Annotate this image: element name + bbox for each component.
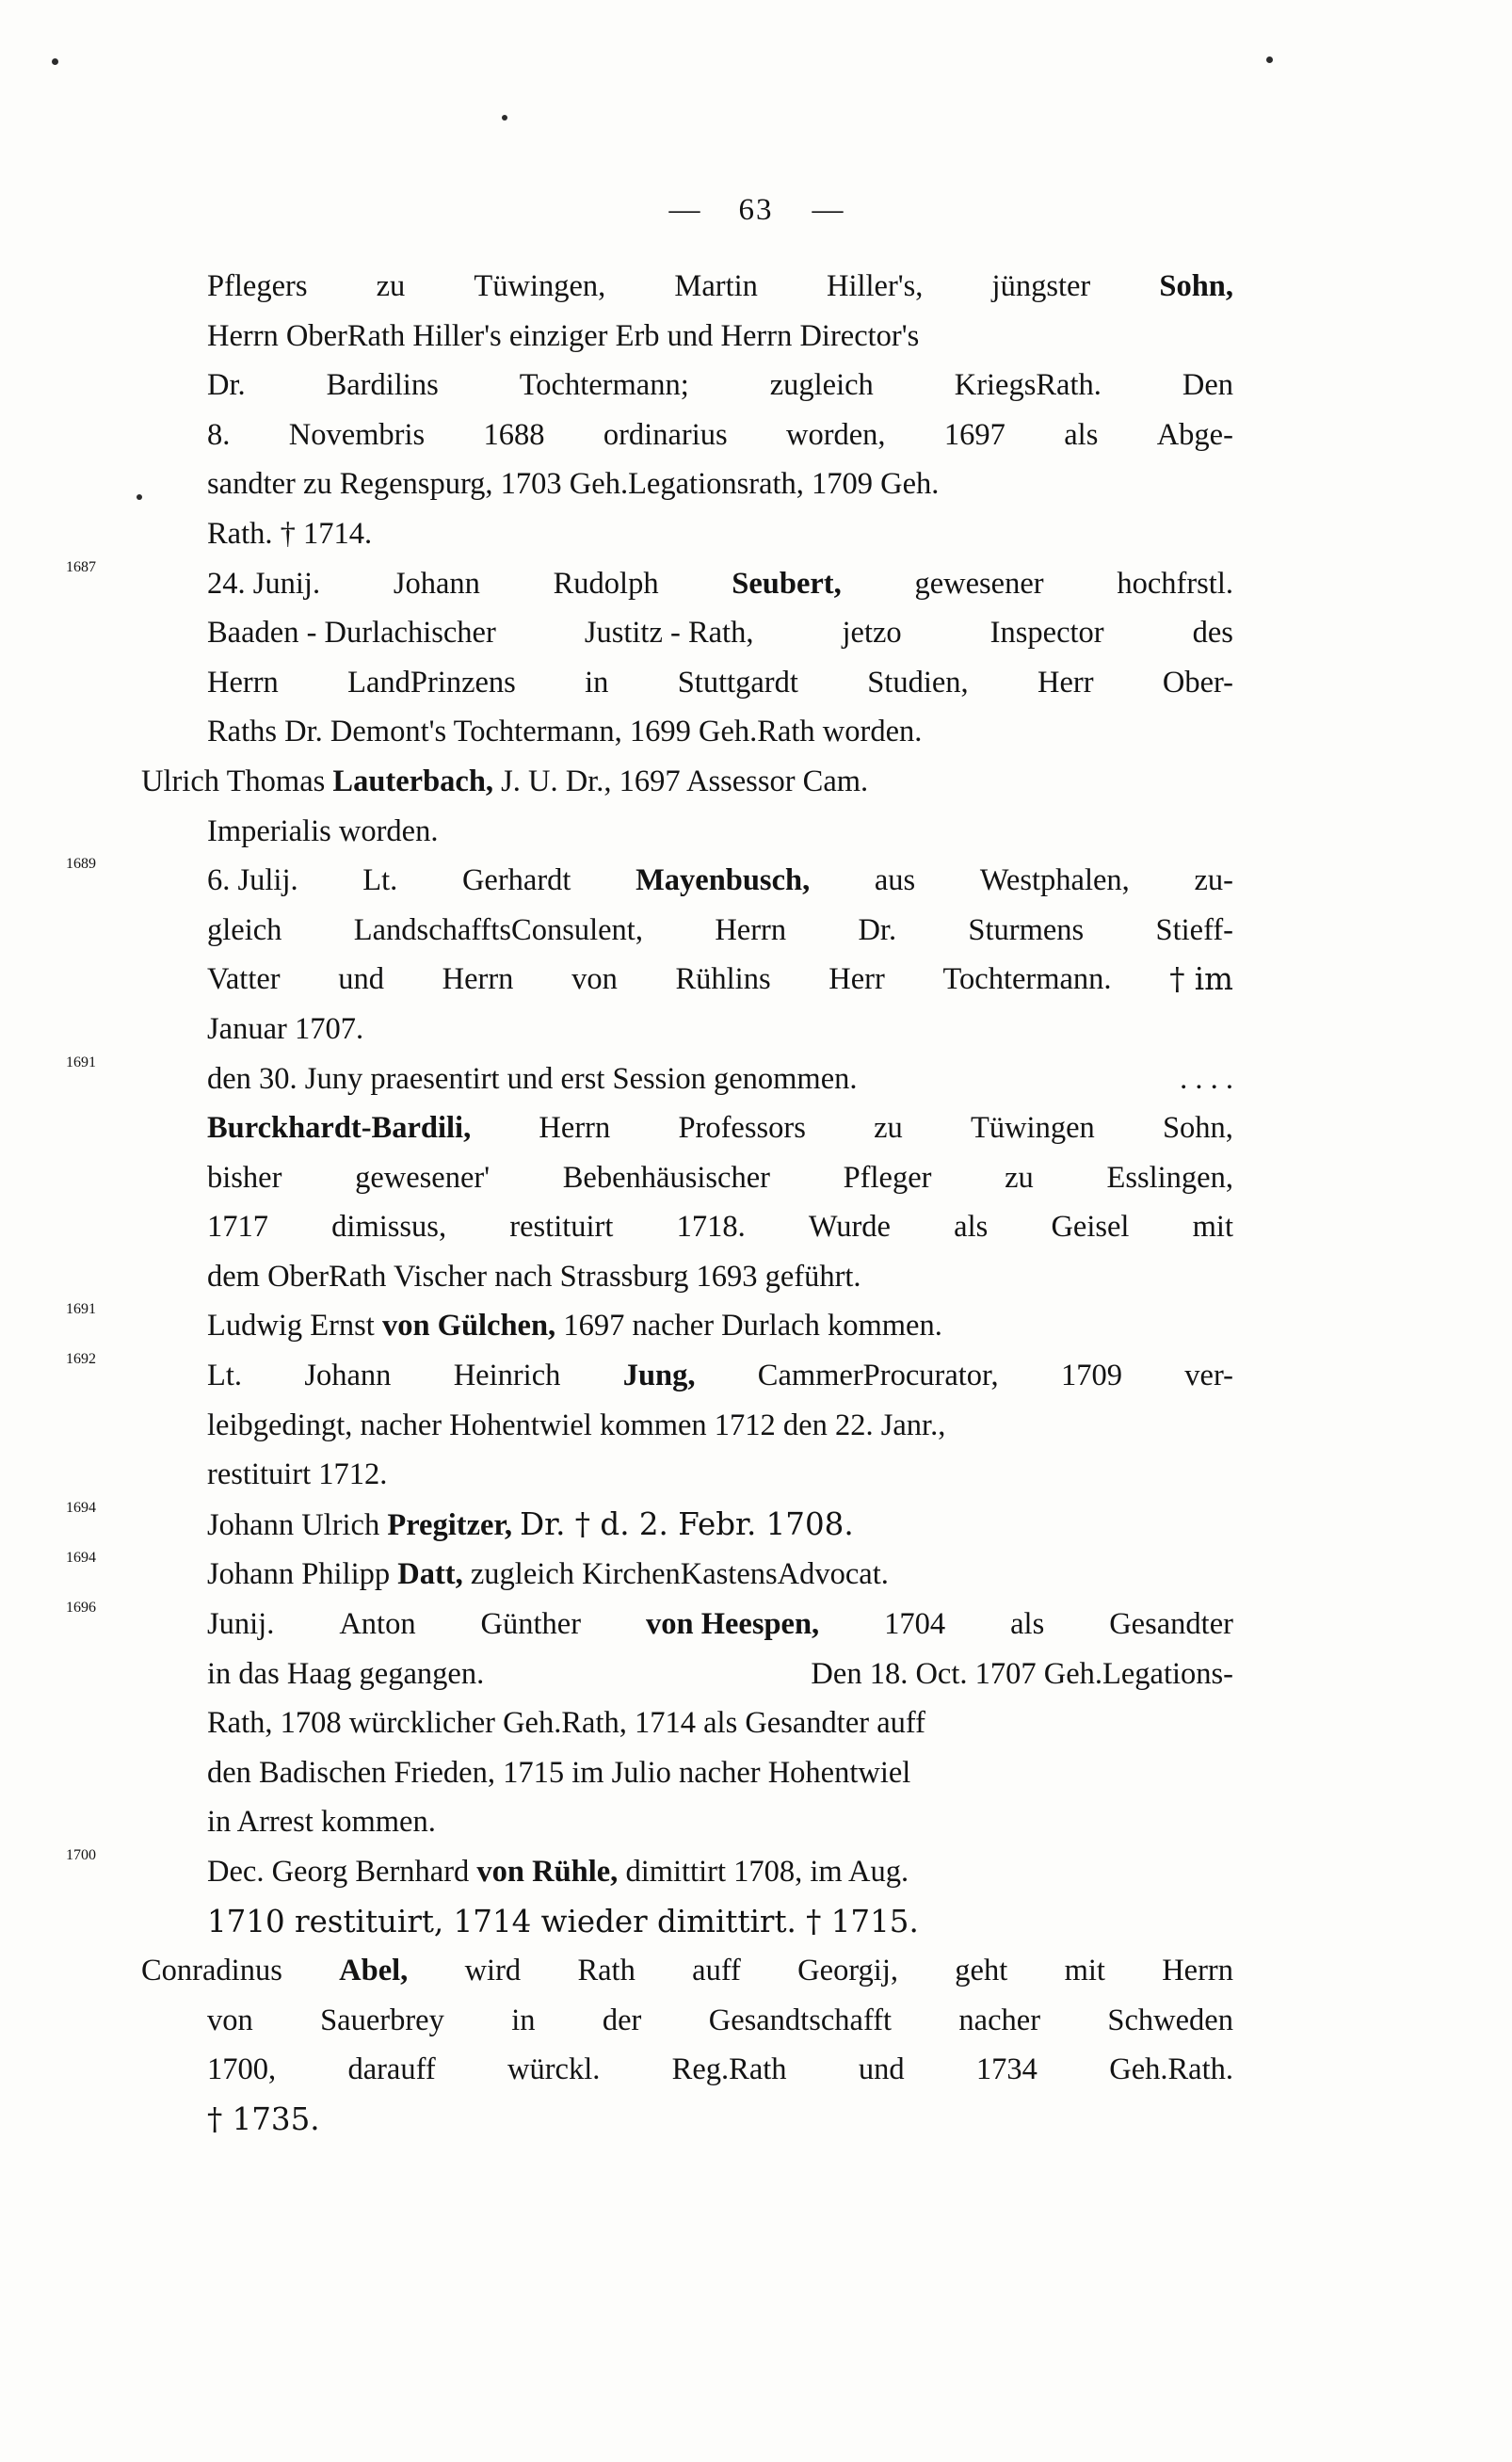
text-line: Junij. Anton Günther von Heespen, 1704 als Gesandter xyxy=(207,1600,1233,1649)
folio-rule-right: — xyxy=(812,193,844,227)
entry-guelchen xyxy=(66,1301,1233,1351)
text-line: leibgedingt, nacher Hohentwiel kommen 1712 den 22. Janr., xyxy=(207,1408,946,1442)
text-line: Herrn OberRath Hiller's einziger Erb und Herrn Director's xyxy=(207,318,920,353)
folio-rule-left: — xyxy=(668,193,700,227)
entry-year: 1692 xyxy=(66,1351,96,1368)
text-line: den 30. Juny praesentirt und erst Session genommen. . . . . xyxy=(207,1054,1233,1104)
person-surname: von Heespen, xyxy=(646,1607,820,1642)
text-line: 1710 restituirt, 1714 wieder dimittirt. † 1715. xyxy=(207,1903,919,1939)
text-line: 24. Junij. Johann Rudolph Seubert, gewesener hochfrstl. xyxy=(207,559,1233,609)
text-line: Conradinus Abel, wird Rath auff Georgij, geht mit Herrn xyxy=(66,1946,1233,1996)
person-surname: von Rühle, xyxy=(476,1855,619,1889)
text-line: Johann Philipp Datt, zugleich KirchenKastensAdvocat. xyxy=(207,1557,889,1592)
entry-burckhardt-bardili xyxy=(66,1054,1233,1302)
leader-dots: . . . . xyxy=(1180,1061,1233,1096)
text-line: Pflegers zu Tüwingen, Martin Hiller's, jüngster Sohn, xyxy=(207,269,1233,303)
entry-heespen xyxy=(66,1600,1233,1847)
text-line: Dec. Georg Bernhard von Rühle, dimittirt 1708, im Aug. xyxy=(207,1855,909,1889)
entry-year: 1696 xyxy=(66,1600,96,1617)
scan-speck xyxy=(502,115,507,121)
entry-year: 1694 xyxy=(66,1499,96,1516)
text-line: in Arrest kommen. xyxy=(207,1805,436,1840)
person-surname: Datt, xyxy=(397,1557,463,1592)
text-line: 1700, darauff würckl. Reg.Rath und 1734 Geh.Rath. xyxy=(207,2052,1233,2087)
entry-year: 1691 xyxy=(66,1301,96,1318)
entry-year: 1689 xyxy=(66,856,96,873)
text-line: dem OberRath Vischer nach Strassburg 1693 geführt. xyxy=(207,1259,861,1294)
text-line: Johann Ulrich Pregitzer, Dr. † d. 2. Febr. 1708. xyxy=(207,1505,854,1542)
entry-hiller-continuation xyxy=(66,262,1233,559)
text-line: Ulrich Thomas Lauterbach, J. U. Dr., 1697 Assessor Cam. xyxy=(141,764,869,798)
text-line: Burckhardt-Bardili, Herrn Professors zu Tüwingen Sohn, xyxy=(207,1103,1233,1153)
entry-ruehle xyxy=(66,1847,1233,1946)
page-folio xyxy=(0,193,1512,228)
entry-mayenbusch xyxy=(66,856,1233,1054)
person-surname: Mayenbusch, xyxy=(635,863,811,898)
text-line: Rath. † 1714. xyxy=(207,516,373,551)
person-surname: Pregitzer, xyxy=(387,1507,512,1542)
folio-number: 63 xyxy=(738,193,774,227)
text-line: Baaden - Durlachischer Justitz - Rath, jetzo Inspector des xyxy=(207,616,1233,651)
text-line: † 1735. xyxy=(207,2100,320,2137)
text-line: Vatter und Herrn von Rühlins Herr Tochtermann. † im xyxy=(207,961,1233,998)
text-line: den Badischen Frieden, 1715 im Julio nacher Hohentwiel xyxy=(207,1755,911,1790)
entry-abel xyxy=(66,1946,1233,2144)
person-surname: Abel, xyxy=(339,1954,409,1988)
text-line: restituirt 1712. xyxy=(207,1457,388,1492)
entry-year: 1691 xyxy=(66,1054,96,1070)
person-surname: Burckhardt-Bardili, xyxy=(207,1111,472,1146)
entry-jung xyxy=(66,1351,1233,1500)
entry-lauterbach xyxy=(66,757,1233,856)
person-surname: von Gülchen, xyxy=(381,1309,556,1344)
entry-pregitzer xyxy=(66,1500,1233,1551)
text-line: in das Haag gegangen. Den 18. Oct. 1707 Geh.Legations- xyxy=(207,1656,1233,1691)
person-surname: Seubert, xyxy=(732,566,842,601)
text-line: von Sauerbrey in der Gesandtschafft nacher Schweden xyxy=(207,2003,1233,2037)
text-line: Herrn LandPrinzens in Stuttgardt Studien, Herr Ober- xyxy=(207,665,1233,700)
text-line: Rath, 1708 würcklicher Geh.Rath, 1714 als Gesandter auff xyxy=(207,1706,925,1741)
entry-year: 1687 xyxy=(66,558,96,575)
text-line: bisher gewesener' Bebenhäusischer Pfleger zu Esslingen, xyxy=(207,1160,1233,1195)
text-line: gleich LandschafftsConsulent, Herrn Dr. Sturmens Stieff- xyxy=(207,912,1233,947)
text-line: Dr. Bardilins Tochtermann; zugleich KriegsRath. Den xyxy=(207,368,1233,403)
entry-seubert xyxy=(66,559,1233,757)
body-text xyxy=(66,262,1233,2145)
text-line: 8. Novembris 1688 ordinarius worden, 1697 als Abge- xyxy=(207,417,1233,452)
person-surname: Lauterbach, xyxy=(332,764,494,798)
text-line: Ludwig Ernst von Gülchen, 1697 nacher Durlach kommen. xyxy=(207,1309,942,1344)
entry-datt xyxy=(66,1550,1233,1600)
entry-year: 1700 xyxy=(66,1847,96,1863)
text-line: Imperialis worden. xyxy=(207,813,439,848)
text-line: Raths Dr. Demont's Tochtermann, 1699 Geh.Rath worden. xyxy=(207,715,923,749)
text-line: Lt. Johann Heinrich Jung, CammerProcurator, 1709 ver- xyxy=(207,1351,1233,1401)
person-surname: Jung, xyxy=(622,1359,696,1393)
text-line: 1717 dimissus, restituirt 1718. Wurde als Geisel mit xyxy=(207,1210,1233,1245)
text-line: Januar 1707. xyxy=(207,1011,364,1046)
text-line: sandter zu Regenspurg, 1703 Geh.Legationsrath, 1709 Geh. xyxy=(207,467,940,502)
text-line: 6. Julij. Lt. Gerhardt Mayenbusch, aus Westphalen, zu- xyxy=(207,856,1233,906)
entry-year: 1694 xyxy=(66,1550,96,1567)
scan-speck xyxy=(52,58,58,65)
scan-speck xyxy=(1266,56,1273,63)
